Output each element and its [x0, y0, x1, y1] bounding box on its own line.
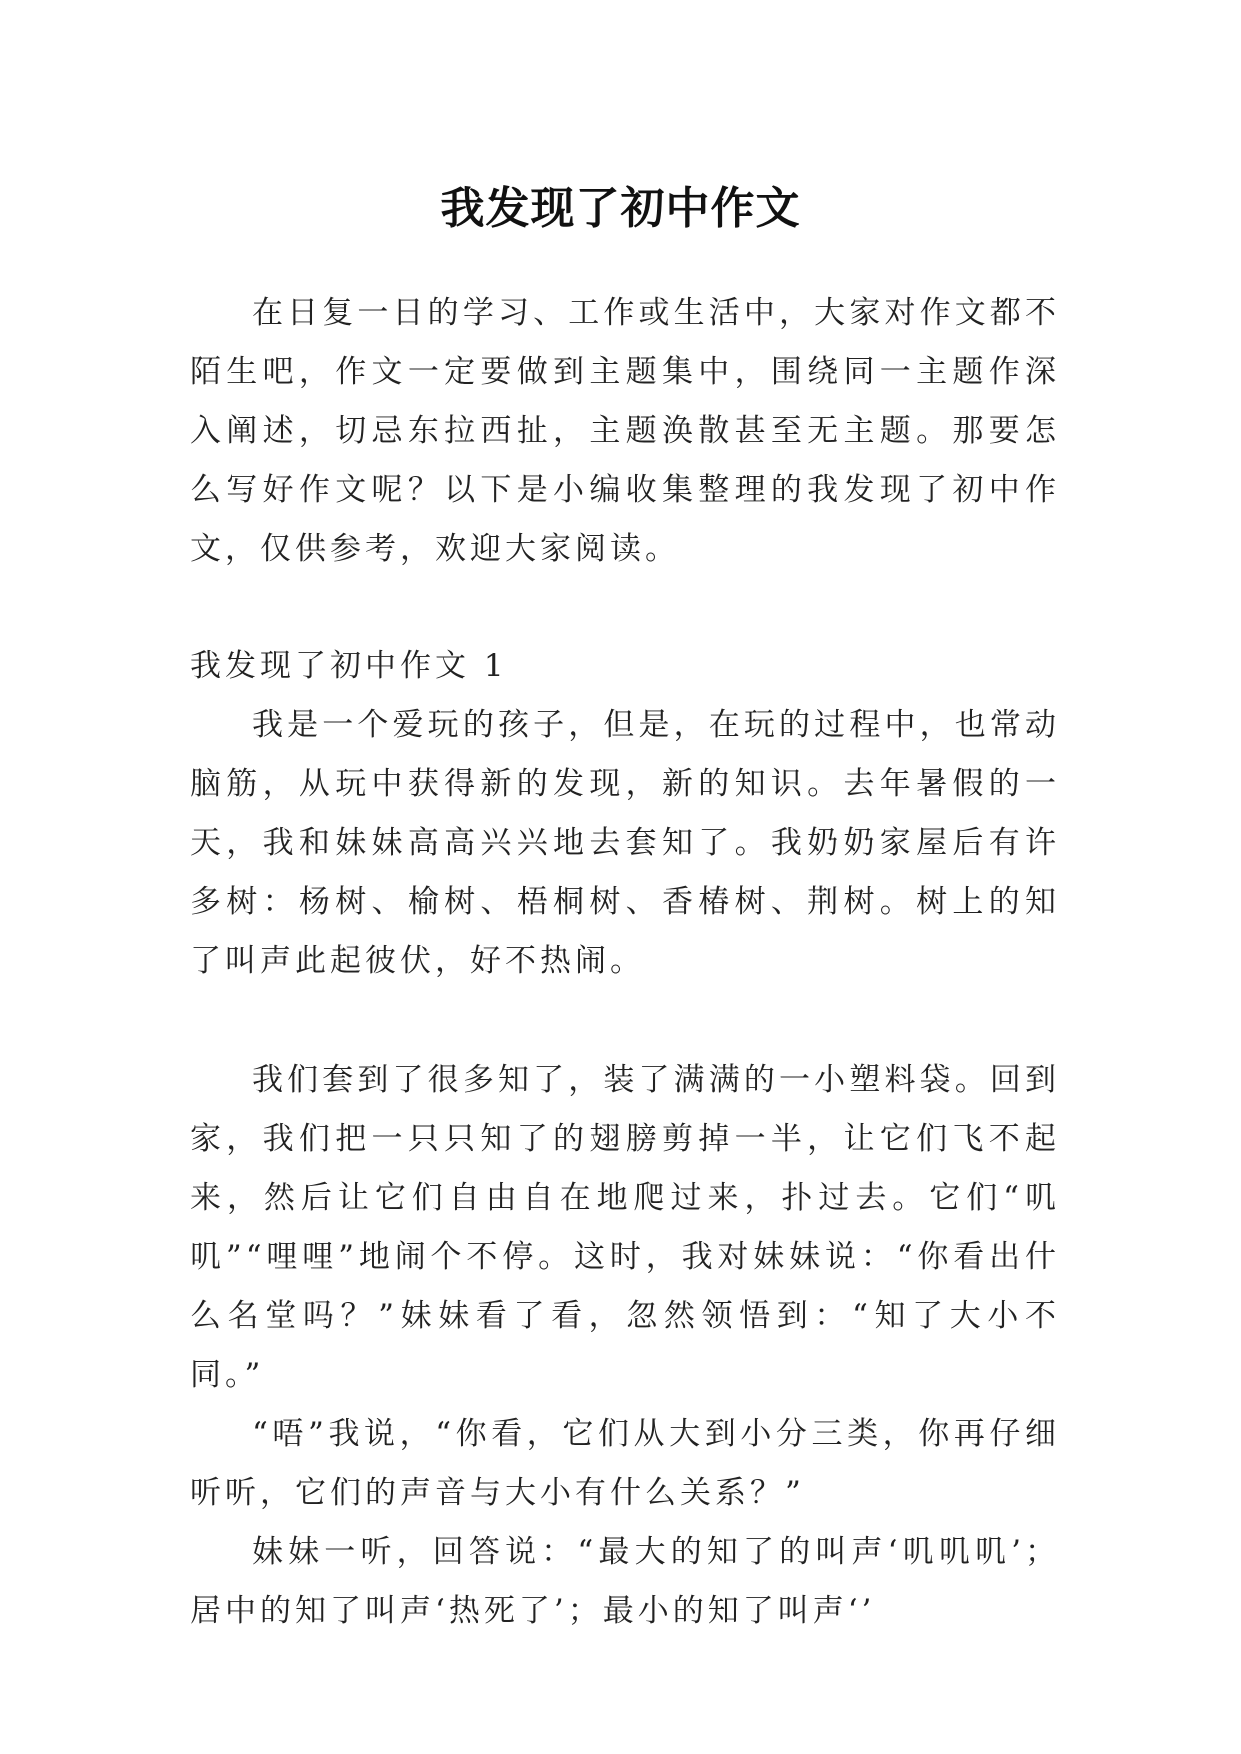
essay-paragraph-3: “唔”我说，“你看，它们从大到小分三类，你再仔细听听，它们的声音与大小有什么关系？”: [190, 1416, 1060, 1511]
essay-paragraph-1: 我是一个爱玩的孩子，但是，在玩的过程中，也常动脑筋，从玩中获得新的发现，新的知识。去年暑假的一天，我和妹妹高高兴兴地去套知了。我奶奶家屋后有许多树：杨树、榆树、梧桐树、香椿树、荆树。树上的知了叫声此起彼伏，好不热闹。: [190, 707, 1060, 979]
essay-section: [190, 636, 1060, 1641]
intro-paragraph-block: [190, 284, 1060, 579]
intro-paragraph: 在日复一日的学习、工作或生活中，大家对作文都不陌生吧，作文一定要做到主题集中，围绕同一主题作深入阐述，切忌东拉西扯，主题涣散甚至无主题。那要怎么写好作文呢？以下是小编收集整理的我发现了初中作文，仅供参考，欢迎大家阅读。: [190, 295, 1060, 567]
document-title: 我发现了初中作文: [440, 183, 801, 235]
essay-paragraph-4: 妹妹一听，回答说：“最大的知了的叫声‘叽叽叽’；居中的知了叫声‘热死了’；最小的知了叫声‘’: [190, 1534, 1060, 1629]
essay-paragraph-2: 我们套到了很多知了，装了满满的一小塑料袋。回到家，我们把一只只知了的翅膀剪掉一半，让它们飞不起来，然后让它们自由自在地爬过来，扑过去。它们“叽叽”“哩哩”地闹个不停。这时，我对妹妹说：“你看出什么名堂吗？”妹妹看了看，忽然领悟到：“知了大小不同。”: [190, 1062, 1060, 1393]
section-heading: 我发现了初中作文 1: [190, 648, 508, 684]
